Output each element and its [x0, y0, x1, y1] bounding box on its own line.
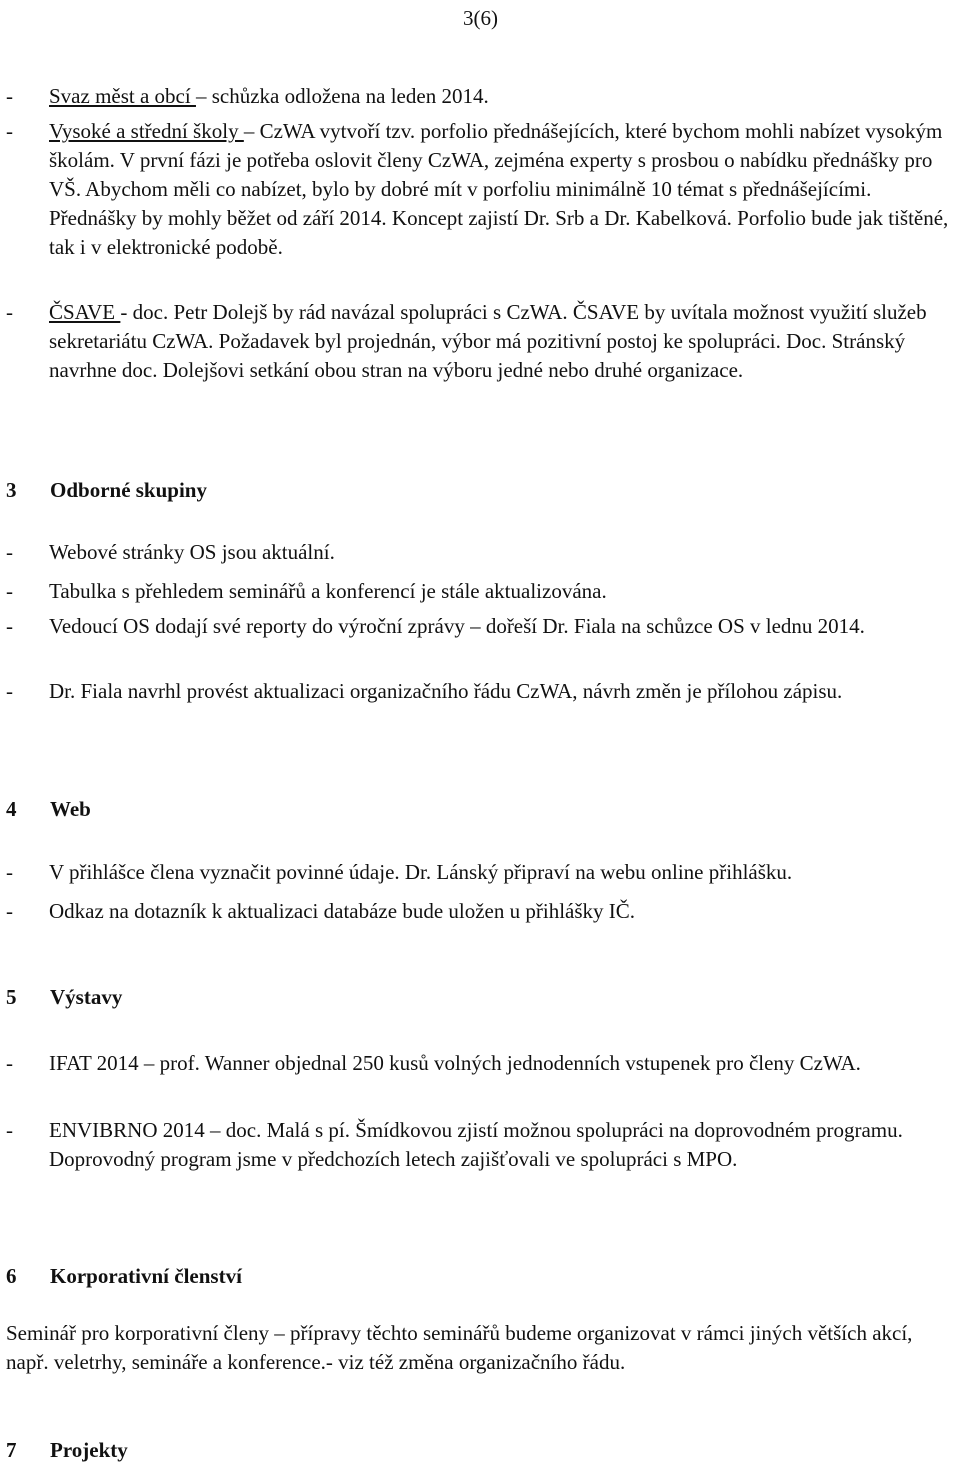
- section-title: Web: [50, 797, 91, 821]
- section-heading: [6, 1262, 242, 1291]
- list-item: [0, 1116, 950, 1174]
- bullet-topic: ČSAVE: [49, 300, 121, 324]
- bullet-text: – schůzka odložena na leden 2014.: [195, 84, 489, 108]
- bullet-topic: Svaz měst a obcí: [49, 84, 196, 108]
- section-title: Projekty: [50, 1438, 128, 1462]
- bullet-dash: -: [6, 860, 13, 884]
- bullet-dash: -: [6, 899, 13, 923]
- section-paragraph: Seminář pro korporativní členy – přípravy těchto seminářů budeme organizovat v rámci jiných větších akcí, např. veletrhy, semináře a konference.- viz též změna organizačního řádu.: [6, 1321, 913, 1374]
- section-number: 7: [6, 1438, 17, 1462]
- bullet-dash: -: [6, 579, 13, 603]
- list-item: [0, 897, 950, 926]
- section-title: Výstavy: [50, 985, 123, 1009]
- list-item: [0, 538, 950, 567]
- list-item: [0, 677, 950, 706]
- bullet-dash: -: [6, 540, 13, 564]
- section-title: Korporativní členství: [50, 1264, 242, 1288]
- bullet-dash: -: [6, 1051, 13, 1075]
- section-heading: [6, 476, 207, 505]
- bullet-dash: -: [6, 84, 13, 108]
- bullet-text: – CzWA vytvoří tzv. porfolio přednášejících, které bychom mohli nabízet vysokým školám. V první fázi je potřeba oslovit členy CzWA, zejména experty s prosbou o nabídku přednášky pro VŠ. Abychom měli co nabízet, bylo by dobré mít v porfoliu minimálně 10 témat s přednášejícími. Přednášky by mohly běžet od září 2014. Koncept zajistí Dr. Srb a Dr. Kabelková. Porfolio bude jak tištěné, tak i v elektronické podobě.: [49, 119, 949, 259]
- bullet-dash: -: [6, 300, 13, 324]
- bullet-text: Tabulka s přehledem seminářů a konferencí je stále aktualizována.: [49, 579, 607, 603]
- list-item: [0, 117, 950, 262]
- bullet-text: Odkaz na dotazník k aktualizaci databáze bude uložen u přihlášky IČ.: [49, 899, 636, 923]
- bullet-text: - doc. Petr Dolejš by rád navázal spolupráci s CzWA. ČSAVE by uvítala možnost využití služeb sekretariátu CzWA. Požadavek byl projednán, výbor má pozitivní postoj ke spolupráci. Doc. Stránský navrhne doc. Dolejšovi setkání obou stran na výboru jedné nebo druhé organizace.: [49, 300, 927, 382]
- bullet-text: V přihlášce člena vyznačit povinné údaje. Dr. Lánský připraví na webu online přihlášku.: [49, 860, 793, 884]
- section-number: 4: [6, 797, 17, 821]
- section-title: Odborné skupiny: [50, 478, 207, 502]
- section-heading: [6, 795, 91, 824]
- bullet-text: IFAT 2014 – prof. Wanner objednal 250 kusů volných jednodenních vstupenek pro členy CzWA.: [49, 1051, 861, 1075]
- section-number: 5: [6, 985, 17, 1009]
- list-item: [0, 1049, 950, 1078]
- section-heading: [6, 983, 122, 1012]
- bullet-dash: -: [6, 119, 13, 143]
- bullet-dash: -: [6, 679, 13, 703]
- bullet-text: ENVIBRNO 2014 – doc. Malá s pí. Šmídkovou zjistí možnou spolupráci na doprovodném programu. Doprovodný program jsme v předchozích letech zajišťovali ve spolupráci s MPO.: [49, 1118, 903, 1171]
- bullet-dash: -: [6, 1118, 13, 1142]
- bullet-text: Dr. Fiala navrhl provést aktualizaci organizačního řádu CzWA, návrh změn je přílohou zápisu.: [49, 679, 843, 703]
- bullet-topic: Vysoké a střední školy: [49, 119, 244, 143]
- bullet-text: Webové stránky OS jsou aktuální.: [49, 540, 335, 564]
- list-item: [0, 612, 950, 641]
- bullet-text: Vedoucí OS dodají své reporty do výroční zprávy – dořeší Dr. Fiala na schůzce OS v lednu 2014.: [49, 614, 865, 638]
- list-item: [0, 298, 950, 385]
- bullet-dash: -: [6, 614, 13, 638]
- list-item: [0, 82, 950, 111]
- section-heading: [6, 1436, 128, 1465]
- page-number: 3(6): [463, 6, 498, 30]
- section-number: 6: [6, 1264, 17, 1288]
- section-number: 3: [6, 478, 17, 502]
- list-item: [0, 858, 950, 887]
- list-item: [0, 577, 950, 606]
